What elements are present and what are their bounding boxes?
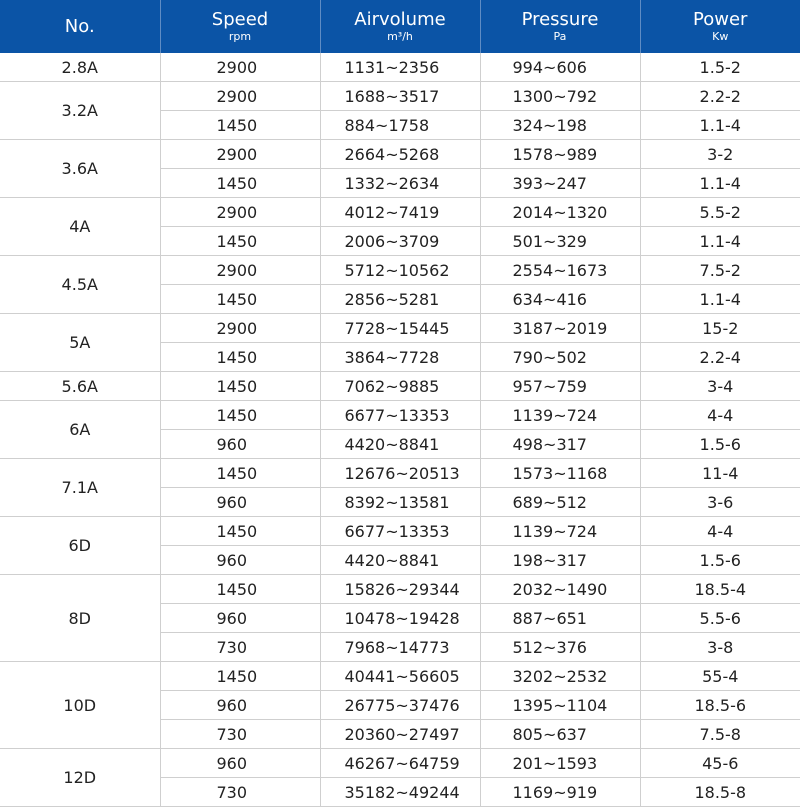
model-cell: 12D [0, 749, 160, 807]
airvolume-cell: 884~1758 [320, 111, 480, 140]
speed-cell: 960 [160, 604, 320, 633]
speed-cell: 730 [160, 720, 320, 749]
pressure-cell: 1573~1168 [480, 459, 640, 488]
speed-cell: 1450 [160, 401, 320, 430]
speed-cell: 1450 [160, 169, 320, 198]
speed-cell: 2900 [160, 256, 320, 285]
power-cell: 11-4 [640, 459, 800, 488]
airvolume-cell: 5712~10562 [320, 256, 480, 285]
header-airvolume-label: Airvolume [354, 8, 446, 30]
pressure-cell: 1578~989 [480, 140, 640, 169]
model-cell: 7.1A [0, 459, 160, 517]
speed-cell: 730 [160, 778, 320, 807]
power-cell: 2.2-2 [640, 82, 800, 111]
table-row [0, 314, 800, 343]
header-pressure [480, 0, 640, 53]
header-no [0, 0, 160, 53]
table-body [0, 53, 800, 807]
airvolume-cell: 2664~5268 [320, 140, 480, 169]
speed-cell: 1450 [160, 343, 320, 372]
power-cell: 15-2 [640, 314, 800, 343]
header-speed [160, 0, 320, 53]
table-row [0, 82, 800, 111]
airvolume-cell: 1688~3517 [320, 82, 480, 111]
pressure-cell: 2032~1490 [480, 575, 640, 604]
airvolume-cell: 1131~2356 [320, 53, 480, 82]
power-cell: 2.2-4 [640, 343, 800, 372]
power-cell: 1.1-4 [640, 285, 800, 314]
airvolume-cell: 4012~7419 [320, 198, 480, 227]
pressure-cell: 887~651 [480, 604, 640, 633]
model-cell: 6D [0, 517, 160, 575]
model-cell: 10D [0, 662, 160, 749]
pressure-cell: 393~247 [480, 169, 640, 198]
speed-cell: 1450 [160, 575, 320, 604]
pressure-cell: 1169~919 [480, 778, 640, 807]
pressure-cell: 2014~1320 [480, 198, 640, 227]
table-row [0, 53, 800, 82]
power-cell: 1.1-4 [640, 227, 800, 256]
airvolume-cell: 6677~13353 [320, 401, 480, 430]
table-row [0, 575, 800, 604]
table-row [0, 256, 800, 285]
pressure-cell: 957~759 [480, 372, 640, 401]
speed-cell: 730 [160, 633, 320, 662]
speed-cell: 2900 [160, 198, 320, 227]
airvolume-cell: 4420~8841 [320, 430, 480, 459]
speed-cell: 2900 [160, 140, 320, 169]
power-cell: 1.5-2 [640, 53, 800, 82]
header-pressure-unit: Pa [553, 29, 567, 43]
airvolume-cell: 40441~56605 [320, 662, 480, 691]
pressure-cell: 512~376 [480, 633, 640, 662]
power-cell: 1.1-4 [640, 169, 800, 198]
header-power [640, 0, 800, 53]
airvolume-cell: 8392~13581 [320, 488, 480, 517]
header-airvolume-unit: m³/h [387, 29, 413, 43]
model-cell: 6A [0, 401, 160, 459]
header-airvolume [320, 0, 480, 53]
airvolume-cell: 10478~19428 [320, 604, 480, 633]
pressure-cell: 498~317 [480, 430, 640, 459]
power-cell: 1.1-4 [640, 111, 800, 140]
model-cell: 5A [0, 314, 160, 372]
pressure-cell: 805~637 [480, 720, 640, 749]
power-cell: 5.5-2 [640, 198, 800, 227]
pressure-cell: 2554~1673 [480, 256, 640, 285]
power-cell: 4-4 [640, 401, 800, 430]
airvolume-cell: 7062~9885 [320, 372, 480, 401]
pressure-cell: 1139~724 [480, 401, 640, 430]
header-no-label: No. [64, 15, 95, 37]
power-cell: 4-4 [640, 517, 800, 546]
speed-cell: 2900 [160, 82, 320, 111]
table-row [0, 459, 800, 488]
header-speed-unit: rpm [228, 29, 252, 43]
speed-cell: 960 [160, 430, 320, 459]
airvolume-cell: 35182~49244 [320, 778, 480, 807]
power-cell: 5.5-6 [640, 604, 800, 633]
power-cell: 1.5-6 [640, 546, 800, 575]
table-row [0, 662, 800, 691]
speed-cell: 1450 [160, 285, 320, 314]
power-cell: 1.5-6 [640, 430, 800, 459]
speed-cell: 2900 [160, 53, 320, 82]
table-header [0, 0, 800, 53]
speed-cell: 960 [160, 488, 320, 517]
pressure-cell: 634~416 [480, 285, 640, 314]
pressure-cell: 1395~1104 [480, 691, 640, 720]
speed-cell: 2900 [160, 314, 320, 343]
speed-cell: 1450 [160, 227, 320, 256]
power-cell: 18.5-4 [640, 575, 800, 604]
airvolume-cell: 2006~3709 [320, 227, 480, 256]
header-pressure-label: Pressure [521, 8, 599, 30]
power-cell: 45-6 [640, 749, 800, 778]
table-row [0, 401, 800, 430]
model-cell: 8D [0, 575, 160, 662]
model-cell: 3.6A [0, 140, 160, 198]
table-row [0, 749, 800, 778]
header-speed-label: Speed [211, 8, 269, 30]
speed-cell: 960 [160, 749, 320, 778]
airvolume-cell: 4420~8841 [320, 546, 480, 575]
airvolume-cell: 20360~27497 [320, 720, 480, 749]
header-power-label: Power [693, 8, 748, 30]
model-cell: 5.6A [0, 372, 160, 401]
power-cell: 7.5-2 [640, 256, 800, 285]
power-cell: 3-2 [640, 140, 800, 169]
pressure-cell: 790~502 [480, 343, 640, 372]
speed-cell: 1450 [160, 517, 320, 546]
power-cell: 18.5-6 [640, 691, 800, 720]
pressure-cell: 994~606 [480, 53, 640, 82]
airvolume-cell: 12676~20513 [320, 459, 480, 488]
speed-cell: 960 [160, 691, 320, 720]
speed-cell: 1450 [160, 372, 320, 401]
pressure-cell: 501~329 [480, 227, 640, 256]
airvolume-cell: 2856~5281 [320, 285, 480, 314]
pressure-cell: 1139~724 [480, 517, 640, 546]
airvolume-cell: 26775~37476 [320, 691, 480, 720]
power-cell: 7.5-8 [640, 720, 800, 749]
table-row [0, 198, 800, 227]
pressure-cell: 3202~2532 [480, 662, 640, 691]
pressure-cell: 201~1593 [480, 749, 640, 778]
model-cell: 4A [0, 198, 160, 256]
model-cell: 3.2A [0, 82, 160, 140]
speed-cell: 1450 [160, 662, 320, 691]
power-cell: 18.5-8 [640, 778, 800, 807]
pressure-cell: 689~512 [480, 488, 640, 517]
power-cell: 3-8 [640, 633, 800, 662]
airvolume-cell: 1332~2634 [320, 169, 480, 198]
pressure-cell: 198~317 [480, 546, 640, 575]
table-row [0, 372, 800, 401]
pressure-cell: 1300~792 [480, 82, 640, 111]
header-power-unit: Kw [712, 29, 729, 43]
power-cell: 3-4 [640, 372, 800, 401]
model-cell: 2.8A [0, 53, 160, 82]
airvolume-cell: 7968~14773 [320, 633, 480, 662]
airvolume-cell: 15826~29344 [320, 575, 480, 604]
power-cell: 55-4 [640, 662, 800, 691]
pressure-cell: 324~198 [480, 111, 640, 140]
airvolume-cell: 7728~15445 [320, 314, 480, 343]
table-row [0, 517, 800, 546]
speed-cell: 1450 [160, 459, 320, 488]
table-row [0, 140, 800, 169]
airvolume-cell: 6677~13353 [320, 517, 480, 546]
power-cell: 3-6 [640, 488, 800, 517]
airvolume-cell: 46267~64759 [320, 749, 480, 778]
airvolume-cell: 3864~7728 [320, 343, 480, 372]
model-cell: 4.5A [0, 256, 160, 314]
speed-cell: 960 [160, 546, 320, 575]
speed-cell: 1450 [160, 111, 320, 140]
pressure-cell: 3187~2019 [480, 314, 640, 343]
